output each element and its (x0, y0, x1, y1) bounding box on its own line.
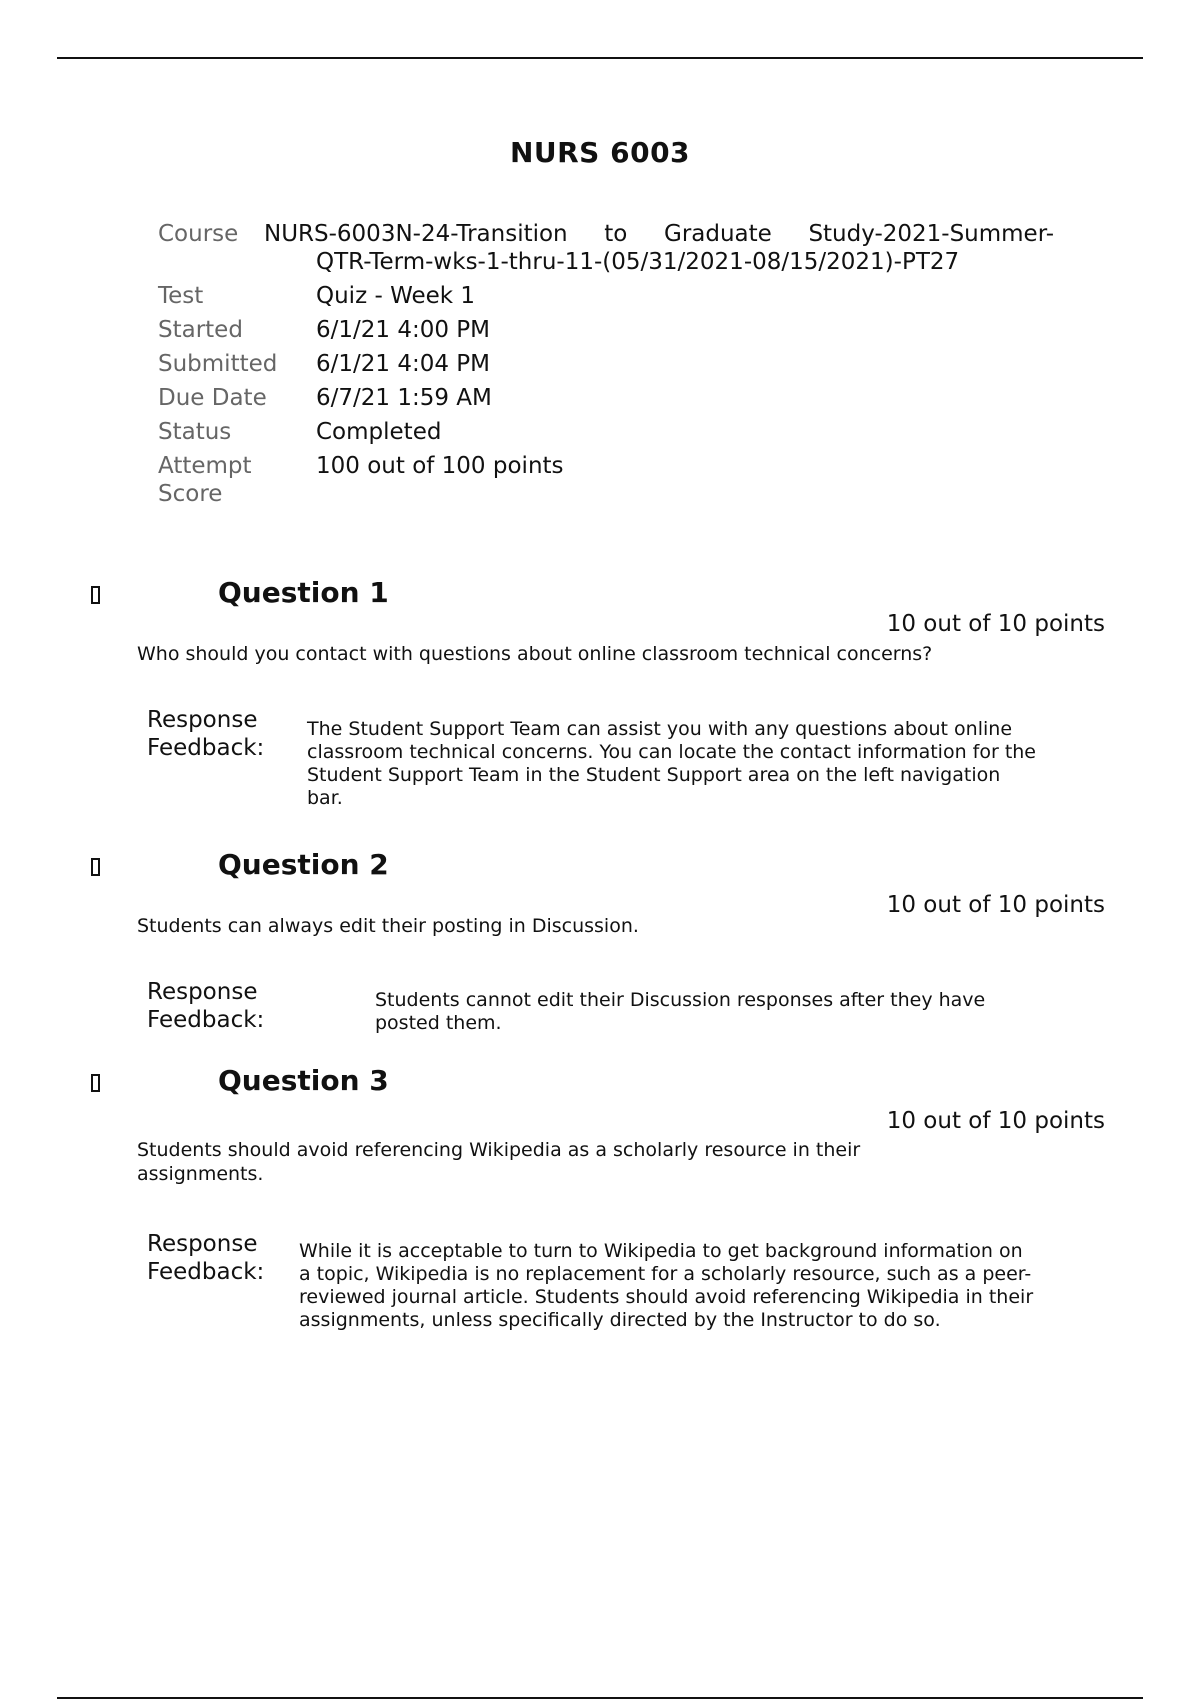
question-status-icon (91, 1074, 100, 1092)
due-date-row (158, 384, 1058, 418)
attempt-details (158, 220, 1058, 512)
response-feedback-label-line1: Response (147, 1231, 258, 1257)
question-status-icon (91, 858, 100, 876)
course-value-line2: QTR-Term-wks-1-thru-11-(05/31/2021-08/15/2021)-PT27 (316, 249, 960, 275)
attempt-score-label-line1: Attempt (158, 453, 252, 479)
response-feedback-label-line2: Feedback: (147, 1007, 265, 1033)
response-feedback-label-line1: Response (147, 707, 258, 733)
question-points: 10 out of 10 points (886, 611, 1105, 637)
started-row (158, 316, 1058, 350)
question-points: 10 out of 10 points (886, 1108, 1105, 1134)
submitted-label: Submitted (158, 351, 278, 377)
top-rule (57, 57, 1143, 59)
attempt-score-label-line2: Score (158, 481, 223, 507)
page-title: NURS 6003 (509, 136, 691, 169)
started-value: 6/1/21 4:00 PM (316, 317, 491, 343)
submitted-value: 6/1/21 4:04 PM (316, 351, 491, 377)
response-feedback-label-line1: Response (147, 979, 258, 1005)
status-label: Status (158, 419, 232, 445)
response-feedback-label (147, 1230, 287, 1286)
question-text: Students can always edit their posting in Discussion. (137, 915, 639, 937)
question-title: Question 2 (218, 848, 389, 881)
response-feedback-label-line2: Feedback: (147, 1259, 265, 1285)
response-feedback-text: Students cannot edit their Discussion responses after they have posted them. (375, 989, 986, 1034)
due-date-value: 6/7/21 1:59 AM (316, 385, 492, 411)
attempt-score-row (158, 452, 1058, 512)
question-text: Who should you contact with questions about online classroom technical concerns? (137, 643, 933, 665)
question-title: Question 1 (218, 576, 389, 609)
response-feedback-text: The Student Support Team can assist you with any questions about online classroom technical concerns. You can locate the contact information for the Student Support Team in the Student Support area on the left navigation bar. (307, 718, 1036, 809)
due-date-label: Due Date (158, 385, 267, 411)
bottom-rule (57, 1697, 1143, 1699)
submitted-row (158, 350, 1058, 384)
course-row (158, 220, 1058, 282)
test-value: Quiz - Week 1 (316, 283, 476, 309)
question-title: Question 3 (218, 1064, 389, 1097)
course-label: Course (158, 221, 239, 247)
started-label: Started (158, 317, 243, 343)
test-label: Test (158, 283, 204, 309)
status-row (158, 418, 1058, 452)
response-feedback-label (147, 706, 287, 762)
question-status-icon (91, 586, 100, 604)
attempt-score-label (158, 452, 278, 508)
course-value-line1: NURS-6003N-24-Transition to Graduate Study-2021-Summer- (264, 221, 1054, 247)
test-row (158, 282, 1058, 316)
attempt-score-value: 100 out of 100 points (316, 453, 564, 479)
response-feedback-label (147, 978, 287, 1034)
question-points: 10 out of 10 points (886, 892, 1105, 918)
course-value (264, 220, 1054, 276)
response-feedback-text: While it is acceptable to turn to Wikipedia to get background information on a topic, Wikipedia is no replacement for a scholarly resource, such as a peer-reviewed journal article. Students should avoid referencing Wikipedia in their assignments, unless specifically directed by the Instructor to do so. (299, 1240, 1034, 1331)
status-value: Completed (316, 419, 442, 445)
response-feedback-label-line2: Feedback: (147, 735, 265, 761)
question-text: Students should avoid referencing Wikipedia as a scholarly resource in their assignments. (137, 1139, 861, 1185)
